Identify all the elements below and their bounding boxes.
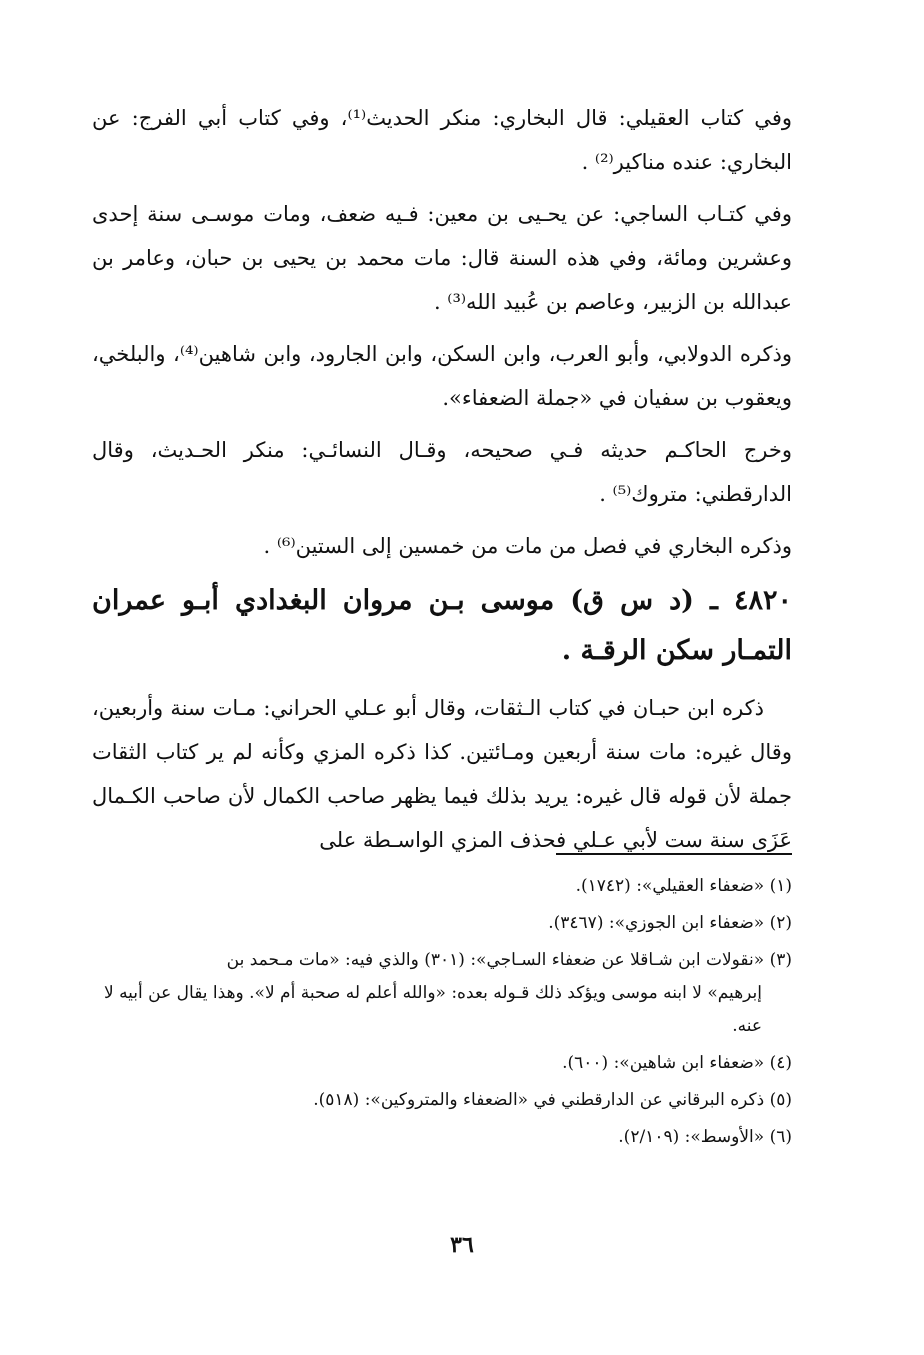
footnote-3 — [92, 944, 792, 1043]
footnote-6 — [92, 1121, 792, 1154]
paragraph-bukhari: وذكره البخاري في فصل من مات من خمسين إلى الستين⁽⁶⁾ . — [263, 534, 792, 558]
paragraph-dulabi: وذكره الدولابي، وأبو العرب، وابن السكن، وابن الجارود، وابن شاهين⁽⁴⁾، والبلخي، ويعقوب بن سفيان في «جملة الضعفاء». — [92, 342, 792, 410]
footnote-text: «ضعفاء ابن شاهين»: (٦٠٠). — [562, 1053, 765, 1073]
footnote-divider — [556, 853, 792, 855]
main-text — [92, 96, 792, 870]
footnote-text: «نقولات ابن شـاقلا عن ضعفاء السـاجي»: (٣٠١) والذي فيه: «مات مـحمد بن — [226, 950, 765, 970]
entry-text: ذكره ابن حبـان في كتاب الـثقات، وقال أبو عـلي الحراني: مـات سنة وأربعين، وقال غيره: مات سنة أربعين ومـائتين. كذا ذكره المزي وكأنه لم ير كتاب الثقات جملة لأن قوله قال غيره: يريد بذلك فيما يظهر صاحب الكمال لأن صاحب الكـمال عَزَى سنة ست لأبي عـلي فحذف المزي الواسـطة على — [92, 696, 792, 852]
footnote-5 — [92, 1084, 792, 1117]
entry-heading: ٤٨٢٠ ـ (د س ق) موسى بـن مروان البغدادي أبـو عمران التمـار سكن الرقـة . — [92, 585, 792, 666]
footnote-number: (٦) — [769, 1127, 792, 1147]
footnote-number: (٥) — [769, 1090, 792, 1110]
footnote-4 — [92, 1047, 792, 1080]
footnote-text: «ضعفاء ابن الجوزي»: (٣٤٦٧). — [548, 913, 765, 933]
paragraph-hakim: وخرج الحاكـم حديثه فـي صحيحه، وقـال النسائـي: منكر الحـديث، وقال الدارقطني: متروك⁽⁵⁾ . — [92, 438, 792, 506]
footnotes — [92, 870, 792, 1158]
paragraph-uqayli: وفي كتاب العقيلي: قال البخاري: منكر الحديث⁽¹⁾، وفي كتاب أبي الفرج: عن البخاري: عنده مناكير⁽²⁾ . — [92, 106, 792, 174]
paragraph-saji: وفي كتـاب الساجي: عن يحـيى بن معين: فـيه ضعف، ومات موسـى سنة إحدى وعشرين ومائة، وفي هذه السنة قال: مات محمد بن يحيى بن حبان، وعامر بن عبدالله بن الزبير، وعاصم بن عُبيد الله⁽³⁾ . — [92, 202, 792, 314]
footnote-continuation: إبرهيم» لا ابنه موسى ويؤكد ذلك قـوله بعده: «والله أعلم له صحبة أم لا». وهذا يقال عن أبيه لا عنه. — [103, 983, 762, 1036]
page-number: ٣٦ — [450, 1232, 474, 1258]
footnote-number: (٣) — [769, 950, 792, 970]
footnote-text: «ضعفاء العقيلي»: (١٧٤٢). — [575, 876, 765, 896]
footnote-number: (٤) — [769, 1053, 792, 1073]
footnote-text: ذكره البرقاني عن الدارقطني في «الضعفاء والمتروكين»: (٥١٨). — [313, 1090, 765, 1110]
footnote-number: (١) — [769, 876, 792, 896]
footnote-text: «الأوسط»: (٢/١٠٩). — [618, 1127, 765, 1147]
footnote-1 — [92, 870, 792, 903]
footnote-2 — [92, 907, 792, 940]
footnote-number: (٢) — [769, 913, 792, 933]
